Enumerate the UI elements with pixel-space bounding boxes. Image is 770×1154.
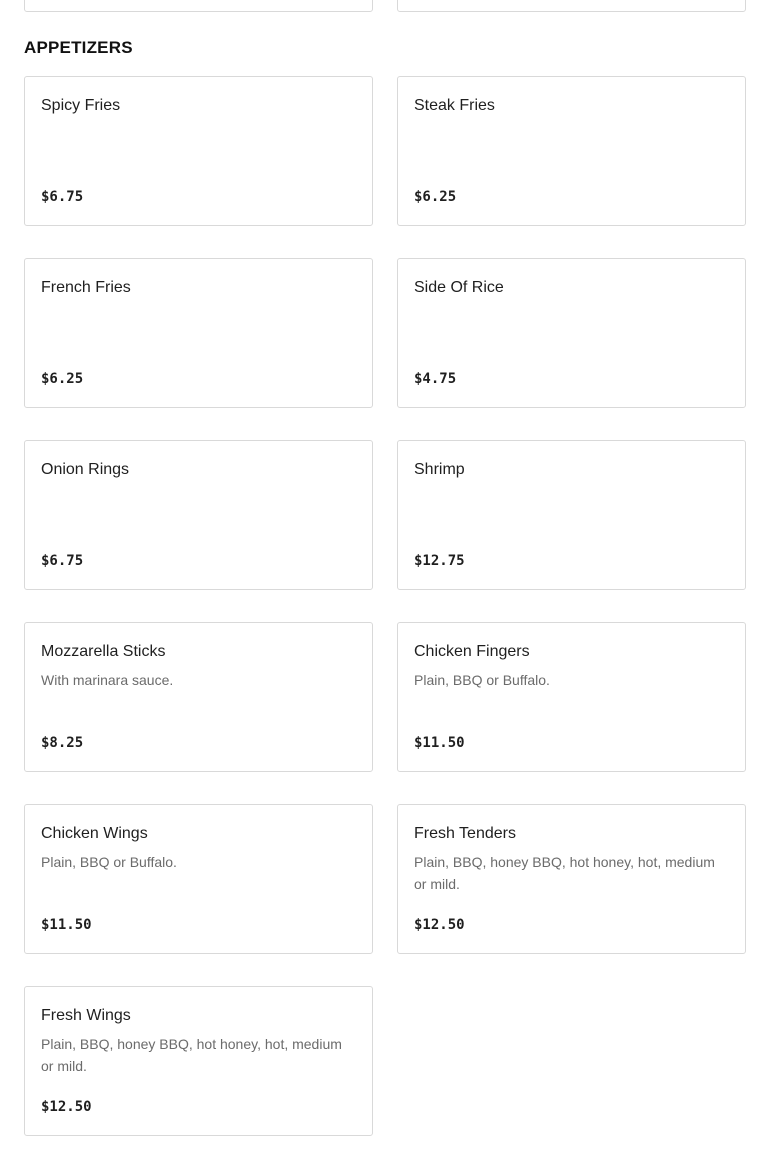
menu-item-price: $6.75: [41, 553, 84, 569]
menu-item-description: Plain, BBQ, honey BBQ, hot honey, hot, medium or mild.: [414, 854, 715, 892]
menu-item-price: $11.50: [41, 917, 92, 933]
previous-section-card[interactable]: [24, 0, 373, 12]
menu-item-name: Side Of Rice: [414, 279, 504, 296]
menu-item-price: $4.75: [414, 371, 457, 387]
menu-item-description: Plain, BBQ or Buffalo.: [414, 672, 550, 688]
menu-item-price: $8.25: [41, 735, 84, 751]
menu-item-name: Chicken Wings: [41, 825, 148, 842]
menu-item-card[interactable]: [24, 804, 373, 954]
menu-item-price: $12.50: [414, 917, 465, 933]
menu-item-card[interactable]: [397, 440, 746, 590]
menu-item-card[interactable]: [397, 258, 746, 408]
menu-item-price: $6.25: [41, 371, 84, 387]
menu-item-price: $6.75: [41, 189, 84, 205]
menu-item-price: $12.50: [41, 1099, 92, 1115]
section-title: APPETIZERS: [24, 38, 133, 57]
menu-item-description: Plain, BBQ or Buffalo.: [41, 854, 177, 870]
menu-item-price: $6.25: [414, 189, 457, 205]
menu-item-description: With marinara sauce.: [41, 672, 174, 688]
menu-item-card[interactable]: [397, 622, 746, 772]
menu-item-card[interactable]: [24, 76, 373, 226]
menu-item-price: $12.75: [414, 553, 465, 569]
menu-item-name: Fresh Wings: [41, 1007, 131, 1024]
menu-item-price: $11.50: [414, 735, 465, 751]
menu-item-name: French Fries: [41, 279, 131, 296]
menu-item-name: Spicy Fries: [41, 97, 121, 114]
menu-item-name: Shrimp: [414, 461, 465, 478]
menu-item-name: Steak Fries: [414, 97, 495, 114]
menu-item-name: Chicken Fingers: [414, 643, 530, 660]
menu-item-card[interactable]: [397, 76, 746, 226]
menu-item-description: Plain, BBQ, honey BBQ, hot honey, hot, medium or mild.: [41, 1036, 342, 1074]
menu-item-name: Fresh Tenders: [414, 825, 516, 842]
menu-item-card[interactable]: [24, 986, 373, 1136]
menu-item-grid: [24, 76, 746, 1136]
menu-item-card[interactable]: [397, 804, 746, 954]
menu-item-card[interactable]: [24, 622, 373, 772]
menu-item-card[interactable]: [24, 440, 373, 590]
previous-section-card[interactable]: [397, 0, 746, 12]
menu-item-card[interactable]: [24, 258, 373, 408]
menu-item-name: Onion Rings: [41, 461, 130, 478]
menu-item-name: Mozzarella Sticks: [41, 643, 166, 660]
